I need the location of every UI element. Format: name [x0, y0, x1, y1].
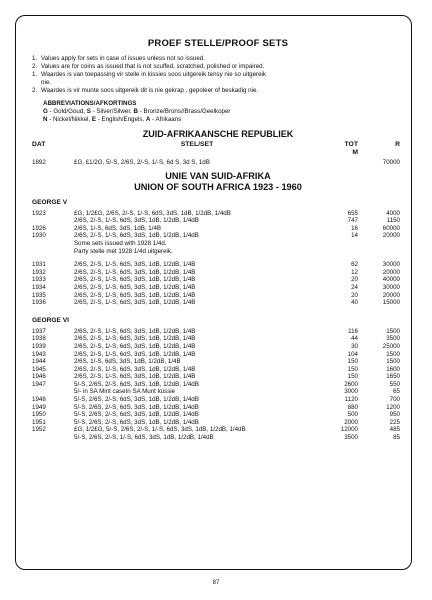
- year-cell: [32, 240, 74, 248]
- year-cell: 1939: [32, 342, 46, 350]
- table-row: [32, 343, 404, 351]
- table-row: [32, 358, 404, 366]
- table-row: [32, 284, 404, 292]
- year-cell: 1931: [32, 261, 46, 269]
- note-number: 1.: [32, 55, 38, 62]
- year-cell: [32, 248, 74, 256]
- set-description-cell: Party stelle met 1928 1/4d uitgereik.: [74, 247, 173, 255]
- set-description-cell: £G, £1/2G, 5/-S, 2/6S, 2/-S, 1/-S, 6d S, 3d S, 1dB: [74, 159, 210, 166]
- table-row: [32, 434, 404, 442]
- column-header-row: [32, 141, 404, 159]
- table-row: [32, 328, 404, 336]
- value-cell: 1650: [386, 373, 400, 381]
- abbreviation-key: B: [133, 108, 138, 115]
- abbreviations-title: ABBREVIATIONS/AFKORTINGS: [43, 100, 137, 107]
- set-description-cell: 2/6S, 2/-S, 1/-S, 6dS, 3dS, 1dB, 1/2dB, 1/4B: [74, 268, 196, 276]
- note-item: [32, 79, 404, 87]
- value-cell: 15000: [382, 299, 400, 307]
- set-description-cell: 2/6S, 2/-S, 1/-S, 6dS, 3dS, 1dB, 1/2dB, 1/4dB: [74, 232, 199, 240]
- abbreviations-line: N - Nickel/Nikkel, E - English/Engels, A - Afrikaans: [43, 116, 182, 123]
- mintage-cell: 2600: [344, 380, 358, 388]
- mintage-cell: 24: [351, 283, 358, 291]
- year-cell: 1951: [32, 418, 46, 426]
- mintage-cell: 12: [351, 268, 358, 276]
- table-row: [32, 232, 404, 240]
- george-v-label: GEORGE V: [32, 198, 68, 206]
- set-description-cell: 2/6S, 2/-S, 1/-S, 6dS, 3dS, 1dB, 1/2dB, 1/4B: [74, 335, 196, 343]
- mintage-cell: 116: [348, 327, 358, 335]
- year-cell: 1934: [32, 283, 46, 291]
- mintage-cell: 2000: [344, 418, 358, 426]
- union-heading-line1: UNIE VAN SUID-AFRIKA: [165, 170, 271, 181]
- table-row: [32, 396, 404, 404]
- set-description-cell: £G, 1/2£G, 5/-S, 2/6S, 2/-S, 1/-S, 6dS, 3dS, 1dB, 1/2dB, 1/4dB: [74, 426, 246, 434]
- set-description-cell: 5/-S, 2/6S, 2/-S, 6dS, 3dS, 1dB, 1/2dB, 1/4dB: [74, 396, 199, 404]
- value-cell: 60000: [382, 224, 400, 232]
- value-cell: 30000: [382, 261, 400, 269]
- table-row: [32, 426, 404, 434]
- year-cell: 1935: [32, 291, 46, 299]
- table-row: [32, 292, 404, 300]
- note-text: Values are for coins as issued that is not scuffed, scratched, polished or impaired.: [41, 63, 265, 70]
- mintage-cell: 62: [351, 261, 358, 269]
- column-header-r: R: [395, 141, 400, 148]
- mintage-cell: 150: [347, 365, 358, 373]
- value-cell: 70000: [382, 159, 400, 166]
- table-row: [32, 373, 404, 381]
- set-description-cell: 2/6S, 2/-S, 1/-S, 6dS, 3dS, 1dB, 1/2dB, 1/4B: [74, 373, 196, 381]
- value-cell: 3500: [386, 335, 400, 343]
- abbreviation-key: A: [145, 116, 151, 123]
- value-cell: 85: [393, 434, 400, 442]
- note-text: Waardes is van toepassing vir stelle in kissies soos uitgereik tensy nie so uitgereik: [41, 71, 267, 78]
- note-item: [32, 87, 404, 95]
- table-row: [32, 217, 404, 225]
- value-cell: 700: [389, 396, 400, 404]
- set-description-cell: 2/6S, 2/-S, 1/-S, 6dS, 3dS, 1dB, 1/2dB, 1/4dB: [74, 217, 199, 225]
- note-text: nie.: [41, 79, 51, 86]
- mintage-cell: 150: [347, 358, 358, 366]
- set-description-cell: 2/6S, 1/-S, 6dS, 3dS, 1dB, 1/2dB, 1/4B: [74, 358, 181, 366]
- set-description-cell: 2/6S, 2/-S, 1/-S, 6dS, 3dS, 1dB, 1/2dB, 1/4B: [74, 261, 196, 269]
- set-description-cell: 5/-S, 2/6S, 2/-S, 1/-S, 6dS, 3dS, 1dB, 1/2dB, 1/4dB: [74, 434, 214, 442]
- set-description-cell: 2/6S, 2/-S, 1/-S, 6dS, 3dS, 1dB, 1/2dB, 1/4B: [74, 276, 196, 284]
- year-cell: 1948: [32, 396, 46, 404]
- year-cell: 1949: [32, 403, 46, 411]
- year-cell: [32, 388, 74, 396]
- table-row: [32, 210, 404, 218]
- mintage-cell: 880: [347, 403, 358, 411]
- set-description-cell: 2/6S, 2/-S, 1/-S, 6dS, 3dS, 1dB, 1/2dB, 1/4B: [74, 350, 196, 358]
- year-cell: 1936: [32, 299, 46, 307]
- table-row: [32, 411, 404, 419]
- set-description-cell: 2/6S, 2/-S, 1/-S, 6dS, 3dS, 1dB, 1/2dB, 1/4B: [74, 283, 196, 291]
- set-description-cell: 2/6S, 2/-S, 1/-S, 6dS, 3dS, 1dB, 1/2dB, 1/4B: [74, 365, 196, 373]
- value-cell: 20000: [382, 268, 400, 276]
- mintage-cell: 500: [347, 411, 358, 419]
- year-cell: 1892: [32, 159, 46, 166]
- mintage-cell: 3500: [344, 434, 358, 442]
- value-cell: 4000: [386, 209, 400, 217]
- year-cell: 1937: [32, 327, 46, 335]
- year-cell: 1944: [32, 358, 46, 366]
- table-row: [32, 335, 404, 343]
- set-description-cell: 5/- in SA Mint caseIn SA Munt kussie: [74, 388, 176, 396]
- note-item: [32, 63, 404, 71]
- note-number: [32, 79, 41, 87]
- value-cell: 950: [389, 411, 400, 419]
- set-description-cell: Some sets issued with 1928 1/4d.: [74, 239, 167, 247]
- section-heading-zar: ZUID-AFRIKAANSCHE REPUBLIEK: [142, 129, 294, 139]
- table-row: [32, 276, 404, 284]
- set-description-cell: 5/-S, 2/6S, 2/-S, 6dS, 3dS, 1dB, 1/2dB, 1/4dB: [74, 411, 199, 419]
- column-header-tot-line2: M: [352, 149, 358, 156]
- value-cell: 25000: [382, 342, 400, 350]
- abbreviation-key: G: [43, 108, 48, 115]
- note-number: 1.: [32, 71, 38, 78]
- table-row: [32, 419, 404, 427]
- value-cell: 1500: [386, 358, 400, 366]
- value-cell: 40000: [382, 276, 400, 284]
- table-row: [32, 366, 404, 374]
- mintage-cell: [320, 248, 358, 256]
- mintage-cell: 40: [351, 299, 358, 307]
- note-text: Waardes is vir munte soos uitgereik dit is nie gekrap , gepoleer of beskadig nie.: [41, 87, 259, 94]
- year-cell: 1923: [32, 209, 46, 217]
- mintage-cell: 747: [347, 217, 358, 225]
- column-header-tot: [320, 141, 358, 159]
- mintage-cell: [320, 240, 358, 248]
- value-cell: [358, 240, 404, 248]
- section-heading-union: [32, 171, 404, 193]
- year-cell: 1938: [32, 335, 46, 343]
- mintage-cell: 150: [347, 373, 358, 381]
- year-cell: 1950: [32, 411, 46, 419]
- abbreviations-line: G - Gold/Goud, S - Silver/Silwer, B - Bronze/Brons//Brass/Geelkoper: [43, 108, 231, 115]
- mintage-cell: 20: [351, 276, 358, 284]
- mintage-cell: 12000: [340, 426, 358, 434]
- table-row: [32, 404, 404, 412]
- note-number: 2.: [32, 63, 38, 70]
- mintage-cell: 16: [351, 224, 358, 232]
- table-row: [32, 248, 404, 256]
- year-cell: 1946: [32, 373, 46, 381]
- year-cell: 1952: [32, 426, 46, 434]
- union-heading-line2: UNION OF SOUTH AFRICA 1923 - 1960: [134, 181, 302, 192]
- set-description-cell: 2/6S, 2/-S, 1/-S, 6dS, 3dS, 1dB, 1/2dB, 1/4B: [74, 299, 196, 307]
- zar-rows: [32, 159, 404, 167]
- year-cell: 1943: [32, 350, 46, 358]
- mintage-cell: 1120: [344, 396, 358, 404]
- column-header-tot-line1: TOT: [344, 141, 358, 148]
- year-cell: 1945: [32, 365, 46, 373]
- mintage-cell: 3000: [344, 388, 358, 396]
- set-description-cell: 2/6S, 1/-S, 6dS, 3dS, 1dB, 1/4B: [74, 224, 162, 232]
- abbreviations-block: [43, 100, 404, 124]
- abbreviation-key: N: [43, 116, 48, 123]
- value-cell: 1500: [386, 350, 400, 358]
- set-description-cell: 5/-S, 2/6S, 2/-S, 6dS, 3dS, 1dB, 1/2dB, 1/4dB: [74, 380, 199, 388]
- year-cell: [32, 217, 74, 225]
- table-row: [32, 261, 404, 269]
- abbreviation-key: E: [91, 116, 96, 123]
- year-cell: 1930: [32, 232, 46, 240]
- set-description-cell: 2/6S, 2/-S, 1/-S, 6dS, 3dS, 1dB, 1/2dB, 1/4B: [74, 342, 196, 350]
- page-title: PROEF STELLE/PROOF SETS: [147, 38, 289, 49]
- table-row: [32, 381, 404, 389]
- value-cell: 65: [393, 388, 400, 396]
- mintage-cell: 20: [351, 291, 358, 299]
- set-description-cell: 5/-S, 2/6S, 2/-S, 6dS, 3dS, 1dB, 1/2dB, 1/4dB: [74, 418, 199, 426]
- value-cell: 1200: [386, 403, 400, 411]
- value-cell: 225: [389, 418, 400, 426]
- page-content: [32, 38, 404, 442]
- set-description-cell: £G, 1/2£G, 2/6S, 2/-S, 1/-S, 6dS, 3dS, 1dB, 1/2dB, 1/4dB: [74, 209, 231, 217]
- year-cell: 1932: [32, 268, 46, 276]
- table-row: [32, 388, 404, 396]
- set-description-cell: 5/-S, 2/6S, 2/-S, 6dS, 3dS, 1dB, 1/2dB, 1/4dB: [74, 403, 199, 411]
- note-text: Values apply for sets in case of issues unless not so issued.: [41, 55, 205, 62]
- mintage-cell: 30: [351, 342, 358, 350]
- note-number: 2.: [32, 87, 38, 94]
- george-v-rows: [32, 210, 404, 307]
- table-row: [32, 299, 404, 307]
- mintage-cell: 14: [351, 232, 358, 240]
- mintage-cell: 104: [347, 350, 358, 358]
- table-row: [32, 351, 404, 359]
- value-cell: 1500: [386, 327, 400, 335]
- value-cell: [358, 248, 404, 256]
- mintage-cell: 655: [347, 209, 358, 217]
- set-description-cell: 2/6S, 2/-S, 1/-S, 6dS, 3dS, 1dB, 1/2dB, 1/4B: [74, 327, 196, 335]
- column-header-stel: STEL/SET: [180, 141, 214, 148]
- year-cell: [32, 434, 74, 442]
- value-cell: 550: [389, 380, 400, 388]
- column-header-dat: DAT: [32, 141, 46, 148]
- abbreviation-key: S: [86, 108, 91, 115]
- value-cell: 485: [389, 426, 400, 434]
- value-cell: 20000: [382, 291, 400, 299]
- table-row: [32, 269, 404, 277]
- value-cell: 20000: [382, 232, 400, 240]
- table-row: [32, 240, 404, 248]
- george-vi-rows: [32, 328, 404, 442]
- note-item: [32, 71, 404, 79]
- note-item: [32, 55, 404, 63]
- year-cell: 1947: [32, 380, 46, 388]
- set-description-cell: 2/6S, 2/-S, 1/-S, 6dS, 3dS, 1dB, 1/2dB, 1/4B: [74, 291, 196, 299]
- page-number: 87: [212, 580, 220, 586]
- year-cell: 1933: [32, 276, 46, 284]
- mintage-cell: [320, 159, 358, 167]
- value-cell: 30000: [382, 283, 400, 291]
- value-cell: 1150: [386, 217, 400, 225]
- table-row: [32, 225, 404, 233]
- notes-list: [32, 55, 404, 95]
- year-cell: 1926: [32, 224, 46, 232]
- value-cell: 1600: [386, 365, 400, 373]
- mintage-cell: 44: [351, 335, 358, 343]
- table-row: [32, 159, 404, 167]
- george-vi-label: GEORGE VI: [32, 316, 70, 324]
